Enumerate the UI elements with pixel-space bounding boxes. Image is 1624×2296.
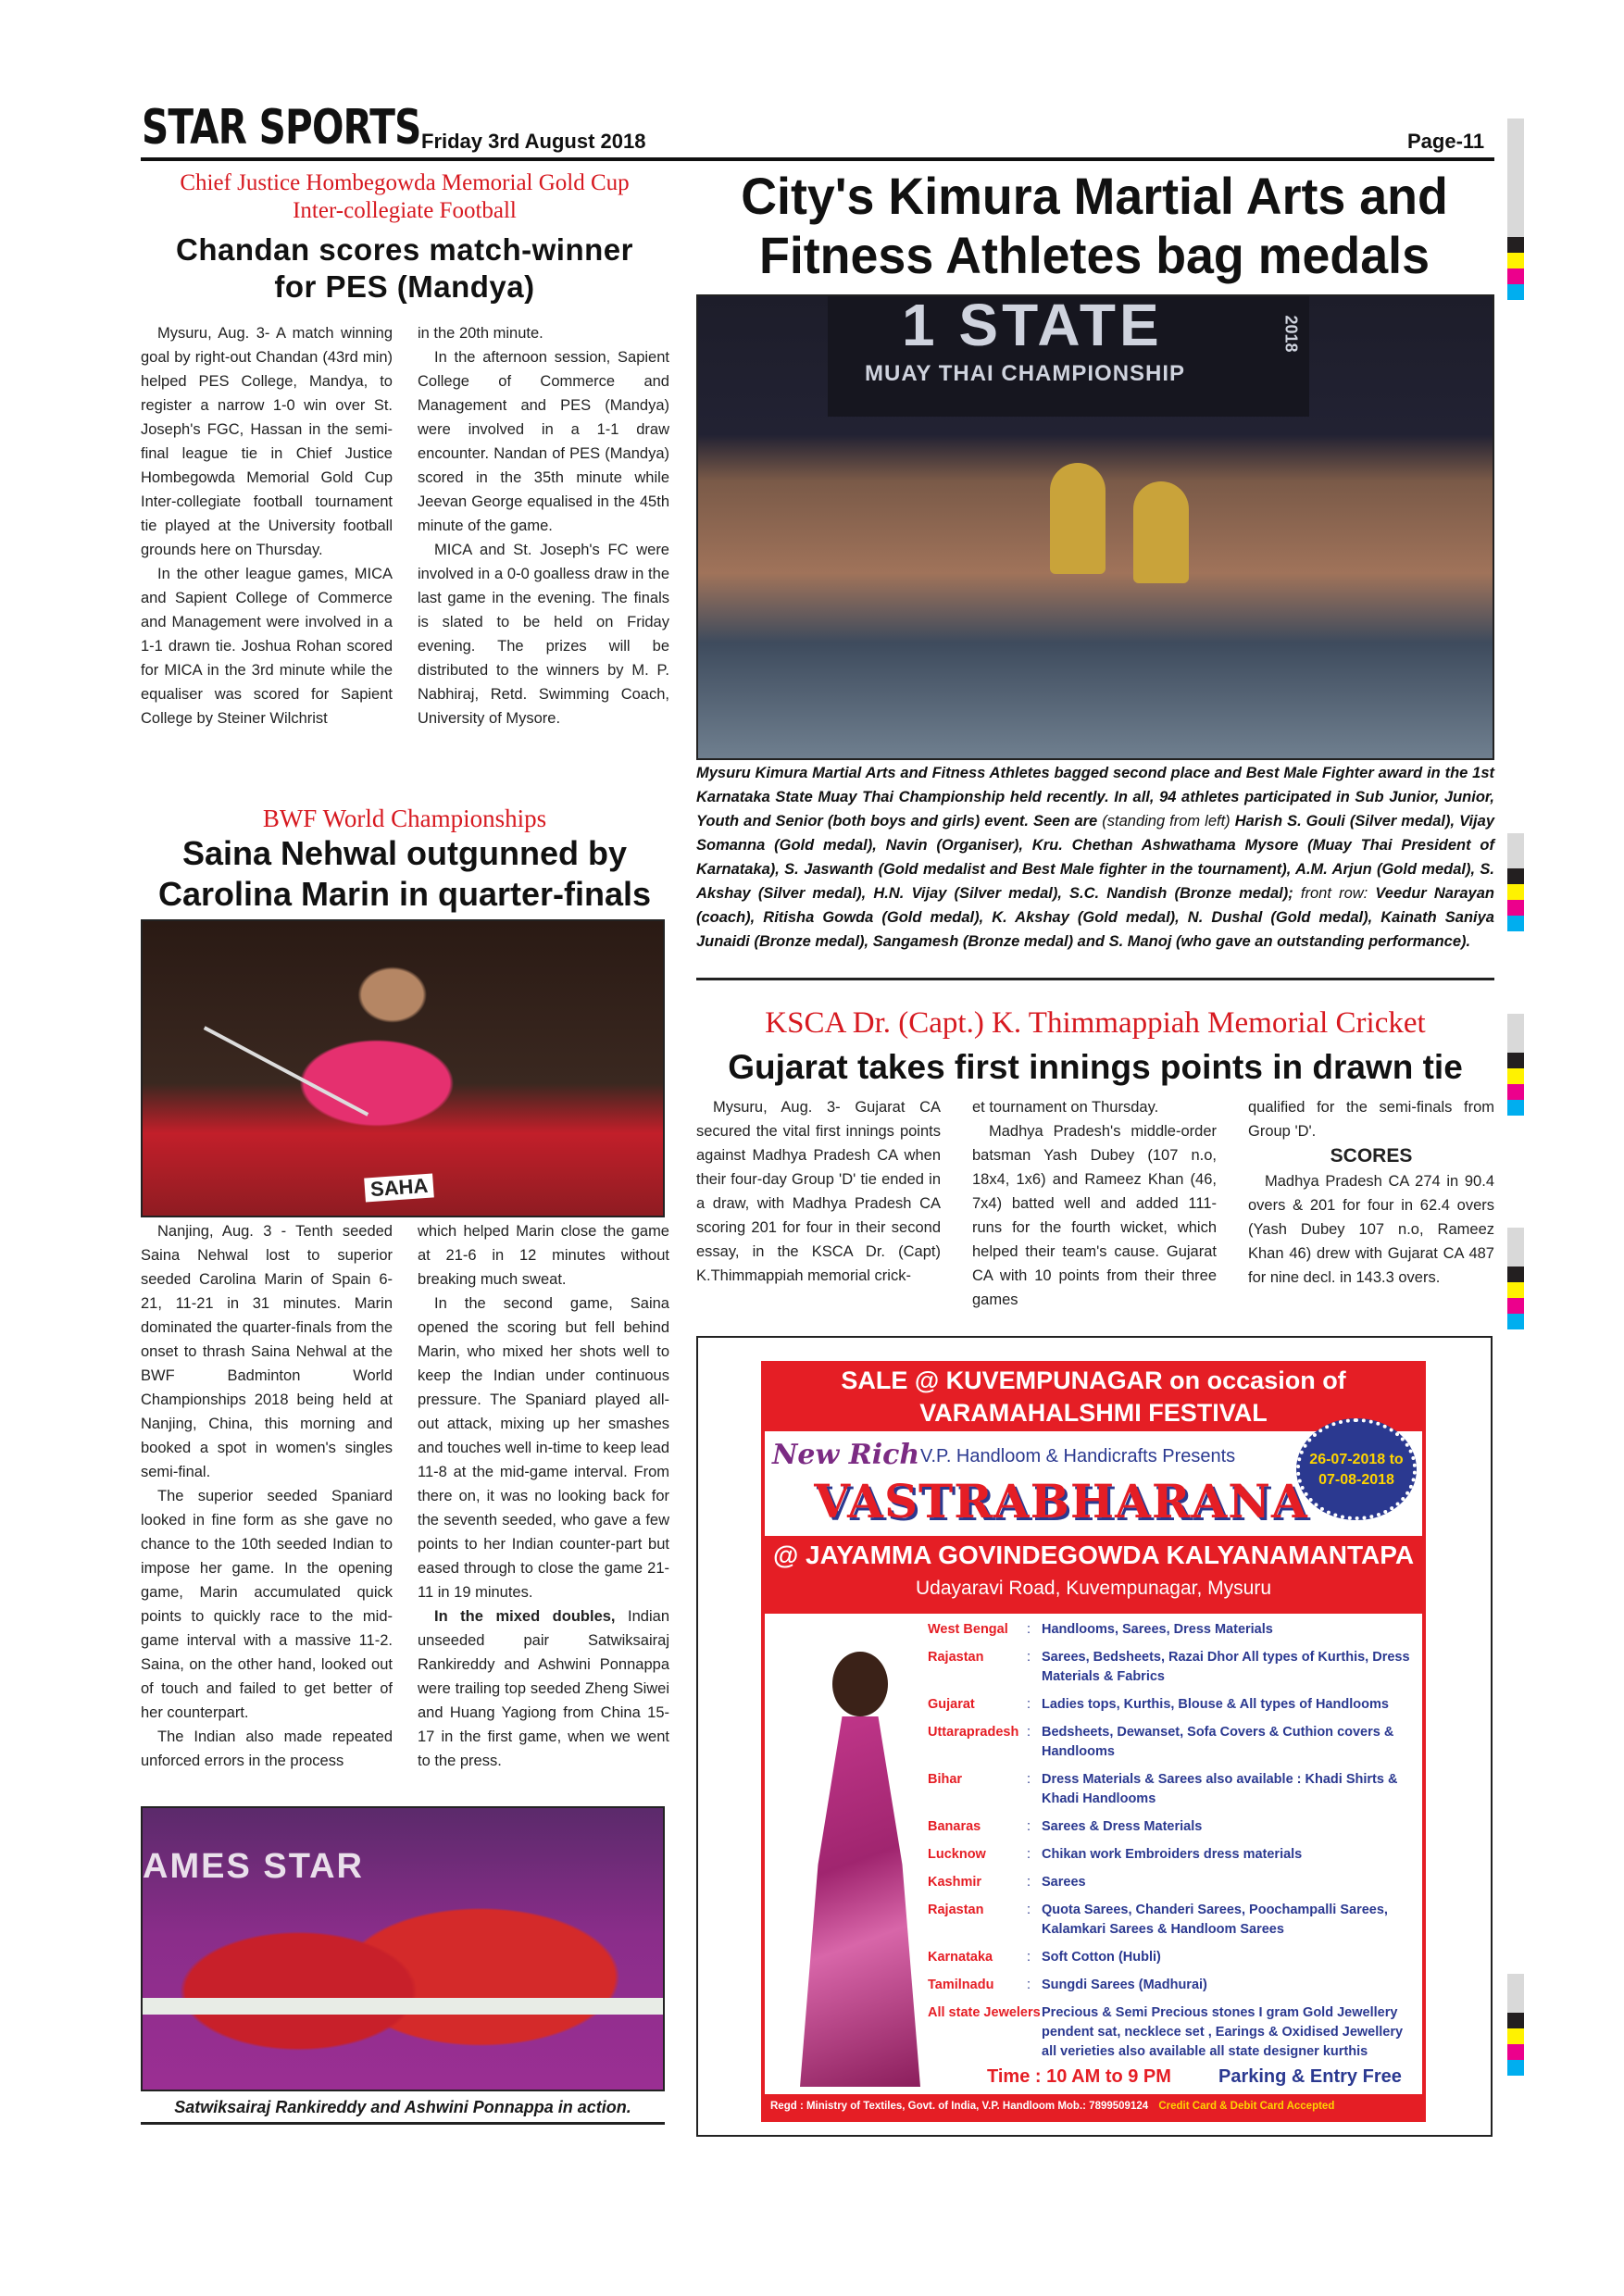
- trophy-icon: [1050, 463, 1106, 574]
- product-list: [928, 1620, 1415, 2062]
- product-state: Karnataka: [928, 1950, 993, 1965]
- saree-drape: [800, 1716, 920, 2087]
- football-headline-line1: Chandan scores match-winner: [176, 232, 633, 267]
- football-column-1: [141, 321, 393, 730]
- product-goods: Sarees, Bedsheets, Razai Dhor All types of Kurthis, Dress Materials & Fabrics: [1042, 1650, 1410, 1684]
- sale-banner-line2: VARAMAHALSHMI FESTIVAL: [919, 1399, 1268, 1427]
- martial-arts-headline-line1: City's Kimura Martial Arts and: [741, 167, 1448, 225]
- football-kicker-line2: Inter-collegiate Football: [293, 198, 517, 223]
- product-row: [928, 1976, 1415, 1995]
- paragraph-text: Indian unseeded pair Satwiksairaj Rankireddy and Ashwini Ponnappa were trailing top seeded Zheng Siwei and Huang Yagiong from China 15-17 in the first game, when we went to the press.: [418, 1608, 669, 1769]
- paragraph: Nanjing, Aug. 3 - Tenth seeded Saina Nehwal lost to superior seeded Carolina Marin of Spain 6-21, 11-21 in 31 minutes. Marin dominated the quarter-finals from the onset to thrash Saina Nehwal at the BWF Badminton World Championships 2018 being held at Nanjing, China, this morning and booked a spot in women's singles semi-final.: [141, 1223, 393, 1480]
- martial-arts-headline-line2: Fitness Athletes bag medals: [759, 226, 1430, 284]
- date-badge-end: 07-08-2018: [1318, 1472, 1394, 1488]
- badminton-headline-line2: Carolina Marin in quarter-finals: [157, 875, 652, 913]
- product-row: [928, 1845, 1415, 1865]
- brand-name: VASTRABHARANA: [814, 1474, 1308, 1529]
- saree-model-image: [781, 1633, 939, 2096]
- advert-footer: [765, 2094, 1422, 2118]
- new-rich-label: New Rich: [772, 1439, 920, 1471]
- paragraph: In the other league games, MICA and Sapient College of Commerce and Management were involved in a 1-1 drawn tie. Joshua Rohan scored for MICA in the 3rd minute while the equaliser was scored for Sapient College by Steiner Wilchrist: [141, 566, 393, 727]
- football-kicker: [141, 169, 668, 225]
- badminton-column-1: [141, 1219, 393, 1773]
- football-column-2: [418, 321, 669, 730]
- saina-nehwal-photo: [141, 919, 665, 1217]
- cricket-column-1: [696, 1095, 941, 1288]
- paragraph: The Indian also made repeated unforced errors in the process: [141, 1728, 393, 1769]
- parking-info: Parking & Entry Free: [1218, 2066, 1402, 2087]
- product-state: Rajastan: [928, 1650, 984, 1665]
- product-goods: Quota Sarees, Chanderi Sarees, Poochampalli Sarees, Kalamkari Sarees & Handloom Sarees: [1042, 1903, 1388, 1937]
- paragraph: Mysuru, Aug. 3- A match winning goal by right-out Chandan (43rd min) helped PES College, Mandya, to register a narrow 1-0 win over St. Joseph's FGC, Hassan in the semi-final league tie in Chief Justice Hombegowda Memorial Gold Cup Inter-collegiate football tournament tie played at the University football grounds here on Thursday.: [141, 325, 393, 558]
- venue-name: @ JAYAMMA GOVINDEGOWDA KALYANAMANTAPA: [772, 1541, 1415, 1569]
- product-state: West Bengal: [928, 1622, 1008, 1637]
- product-goods: Handlooms, Sarees, Dress Materials: [1042, 1622, 1273, 1637]
- product-state: Gujarat: [928, 1697, 975, 1712]
- martial-arts-headline: [710, 167, 1478, 285]
- caption-text: Mysuru Kimura Martial Arts and Fitness Athletes bagged second place and Best Male Fighter award in the 1st Karnataka State Muay Thai Championship held recently. In all, 94 athletes participated in Sub Junior, Junior, Youth and Senior (both boys and girls) event. Seen are: [696, 765, 1494, 830]
- cmyk-color-bar: [1507, 833, 1524, 931]
- product-goods: Sarees: [1042, 1875, 1086, 1890]
- product-goods: Soft Cotton (Hubli): [1042, 1950, 1161, 1965]
- opening-hours: Time : 10 AM to 9 PM: [987, 2066, 1171, 2087]
- product-goods: Sungdi Sarees (Madhurai): [1042, 1978, 1207, 1992]
- venue-banner: [765, 1536, 1422, 1614]
- separator: :: [1026, 1650, 1031, 1665]
- badminton-headline-line1: Saina Nehwal outgunned by: [181, 834, 628, 872]
- product-state: Bihar: [928, 1772, 963, 1787]
- product-state: Rajastan: [928, 1903, 984, 1917]
- caption-text: (standing from left): [1102, 813, 1230, 830]
- product-row: [928, 1817, 1415, 1837]
- masthead-title: STAR SPORTS: [142, 100, 421, 156]
- product-row: [928, 1770, 1415, 1809]
- product-goods: Sarees & Dress Materials: [1042, 1819, 1203, 1834]
- separator: :: [1026, 1950, 1031, 1965]
- cmyk-color-bar: [1507, 1228, 1524, 1329]
- caption-rule: [141, 2122, 665, 2125]
- badminton-kicker: BWF World Championships: [262, 805, 547, 832]
- caption-text: Harish S. Gouli (Silver medal), Vijay Somanna (Gold medal), Navin (Organiser), Kru. Chethan Ashwathama Mysore (Muay Thai President of Karnataka), S. Jaswanth (Gold medalist and Best Male fighter in the tournament), A.M. Arjun (Gold medal), S. Akshay (Silver medal), H.N. Vijay (Silver medal), S.C. Nandish (Bronze medal);: [696, 813, 1494, 902]
- football-kicker-line1: Chief Justice Hombegowda Memorial Gold Cup: [180, 170, 630, 195]
- paragraph: in the 20th minute.: [418, 325, 543, 342]
- cmyk-color-bar: [1507, 1014, 1524, 1116]
- caption-rule: [696, 978, 1494, 980]
- paragraph: MICA and St. Joseph's FC were involved in a 0-0 goalless draw in the last game in the evening. The finals is slated to be held on Friday evening. The prizes will be distributed to the winners by M. P. Nabhiraj, Retd. Swimming Coach, University of Mysore.: [418, 542, 669, 727]
- product-goods: Dress Materials & Sarees also available : Khadi Shirts & Khadi Handlooms: [1042, 1772, 1398, 1806]
- registration-info: Regd : Ministry of Textiles, Govt. of India, V.P. Handloom Mob.: 7899509124: [770, 2101, 1149, 2112]
- paragraph: In the afternoon session, Sapient College of Commerce and Management and PES (Mandya) were involved in a 1-1 draw encounter. Nandan of PES (Mandya) scored in the 35th minute while Jeevan George equalised in the 45th minute of the game.: [418, 349, 669, 534]
- product-state: All state Jewelers: [928, 2005, 1041, 2020]
- doubles-photo-caption: Satwiksairaj Rankireddy and Ashwini Ponnappa in action.: [174, 2098, 631, 2116]
- product-state: Kashmir: [928, 1875, 982, 1890]
- product-goods: Precious & Semi Precious stones I gram Gold Jewellery pendent sat, necklece set , Earings & Oxidised Jewellery all verieties also available all state designer kurthis: [1042, 2005, 1404, 2059]
- scores-text: Madhya Pradesh CA 274 in 90.4 overs & 201 for four in 62.4 overs (Yash Dubey 107 n.o, Rameez Khan 46) drew with Gujarat CA 487 for nine decl. in 143.3 overs.: [1248, 1173, 1494, 1286]
- product-state: Uttarapradesh: [928, 1725, 1019, 1740]
- sale-banner-line1: SALE @ KUVEMPUNAGAR on occasion of: [841, 1366, 1346, 1394]
- backdrop-subtitle: MUAY THAI CHAMPIONSHIP: [865, 361, 1186, 386]
- product-row: [928, 1648, 1415, 1687]
- caption-text: front row:: [1300, 885, 1368, 902]
- masthead-date: Friday 3rd August 2018: [421, 130, 646, 153]
- product-state: Banaras: [928, 1819, 981, 1834]
- paragraph: qualified for the semi-finals from Group 'D'.: [1248, 1099, 1494, 1140]
- paragraph: which helped Marin close the game at 21-6 in 12 minutes without breaking much sweat.: [418, 1223, 669, 1288]
- product-goods: Ladies tops, Kurthis, Blouse & All types of Handlooms: [1042, 1697, 1389, 1712]
- product-row: [928, 1620, 1415, 1640]
- product-state: Tamilnadu: [928, 1978, 994, 1992]
- presenter-label: V.P. Handloom & Handicrafts Presents: [920, 1446, 1236, 1466]
- separator: :: [1026, 1725, 1031, 1740]
- backdrop-year: 2018: [1281, 315, 1301, 353]
- separator: :: [1026, 1875, 1031, 1890]
- product-row: [928, 1948, 1415, 1967]
- scores-heading: SCORES: [1330, 1145, 1413, 1167]
- cricket-headline: Gujarat takes first innings points in drawn tie: [728, 1048, 1463, 1086]
- separator: :: [1026, 1978, 1031, 1992]
- backdrop-title: 1 STATE: [902, 294, 1163, 358]
- football-headline: [141, 231, 668, 306]
- cmyk-color-bar: [1507, 119, 1524, 300]
- product-state: Lucknow: [928, 1847, 986, 1862]
- paragraph: [418, 1604, 669, 1773]
- trophy-icon: [1133, 481, 1189, 583]
- paragraph: Mysuru, Aug. 3- Gujarat CA secured the vital first innings points against Madhya Pradesh CA when their four-day Group 'D' tie ended in a draw, with Madhya Pradesh CA scoring 201 for four in their second essay, in the KSCA Dr. (Capt) K.Thimmappiah memorial crick-: [696, 1099, 941, 1284]
- payment-info: Credit Card & Debit Card Accepted: [1158, 2101, 1335, 2112]
- page-number: Page-11: [1407, 130, 1485, 153]
- model-head: [832, 1652, 888, 1716]
- product-row: [928, 1873, 1415, 1892]
- product-row: [928, 1695, 1415, 1715]
- paragraph: Madhya Pradesh's middle-order batsman Yash Dubey (107 n.o, 18x4, 1x6) and Rameez Khan (46, 7x4) batted well and added 111-runs for the fourth wicket, which helped their team's cause. Gujarat CA with 10 points from their three games: [972, 1123, 1217, 1308]
- badminton-headline: [141, 833, 668, 915]
- date-badge-start: 26-07-2018 to: [1309, 1452, 1404, 1467]
- separator: :: [1026, 1847, 1031, 1862]
- paragraph: The superior seeded Spaniard looked in fine form as she gave no chance to the 10th seeded Indian to impose her game. In the opening game, Marin accumulated quick points to quickly race to the mid-game interval with a massive 11-2. Saina, on the other hand, looked out of touch and failed to get better of her counterpart.: [141, 1488, 393, 1721]
- venue-address: Udayaravi Road, Kuvempunagar, Mysuru: [915, 1578, 1272, 1599]
- separator: :: [1026, 1697, 1031, 1712]
- separator: :: [1026, 1622, 1031, 1637]
- caption-text: Veedur Narayan (coach), Ritisha Gowda (Gold medal), K. Akshay (Gold medal), N. Dushal (Gold medal), Kainath Saniya Junaidi (Bronze medal), Sangamesh (Bronze medal) and S. Manoj (who gave an outstanding performance).: [696, 885, 1494, 950]
- separator: :: [1026, 1772, 1031, 1787]
- sale-banner: [765, 1365, 1422, 1431]
- jersey-sponsor-text: SAHA: [364, 1173, 434, 1202]
- arena-banner-text: AMES STAR: [143, 1847, 364, 1886]
- football-headline-line2: for PES (Mandya): [274, 269, 535, 304]
- product-row: [928, 1723, 1415, 1762]
- muay-thai-team-photo: [696, 294, 1494, 760]
- paragraph: et tournament on Thursday.: [972, 1099, 1159, 1116]
- doubles-pair-photo: [141, 1806, 665, 2091]
- separator: :: [1026, 1819, 1031, 1834]
- paragraph: In the second game, Saina opened the scoring but fell behind Marin, who mixed her shots well to keep the Indian under continuous pressure. The Spaniard played all-out attack, mixing up her smashes and touches well in-time to keep lead 11-8 at the mid-game interval. From there on, it was no looking back for the seventh seeded, who gave a few points to her Indian counter-part but eased through to close the game 21-11 in 19 minutes.: [418, 1295, 669, 1601]
- product-row: [928, 1901, 1415, 1940]
- cmyk-color-bar: [1507, 1974, 1524, 2076]
- cricket-column-3: [1248, 1095, 1494, 1290]
- cricket-column-2: [972, 1095, 1217, 1312]
- bold-lead-in: In the mixed doubles,: [434, 1608, 616, 1625]
- separator: :: [1026, 1903, 1031, 1917]
- vastrabharana-advert: [761, 1361, 1426, 2122]
- martial-arts-photo-caption: [696, 761, 1494, 954]
- racket-icon: [204, 1026, 369, 1116]
- product-goods: Chikan work Embroiders dress materials: [1042, 1847, 1303, 1862]
- masthead-rule: [141, 157, 1494, 161]
- cricket-kicker: KSCA Dr. (Capt.) K. Thimmappiah Memorial Cricket: [765, 1006, 1426, 1040]
- badminton-net: [143, 1998, 663, 2015]
- product-row: [928, 2003, 1415, 2062]
- badminton-column-2: [418, 1219, 669, 1773]
- product-goods: Bedsheets, Dewanset, Sofa Covers & Cuthion covers & Handlooms: [1042, 1725, 1394, 1759]
